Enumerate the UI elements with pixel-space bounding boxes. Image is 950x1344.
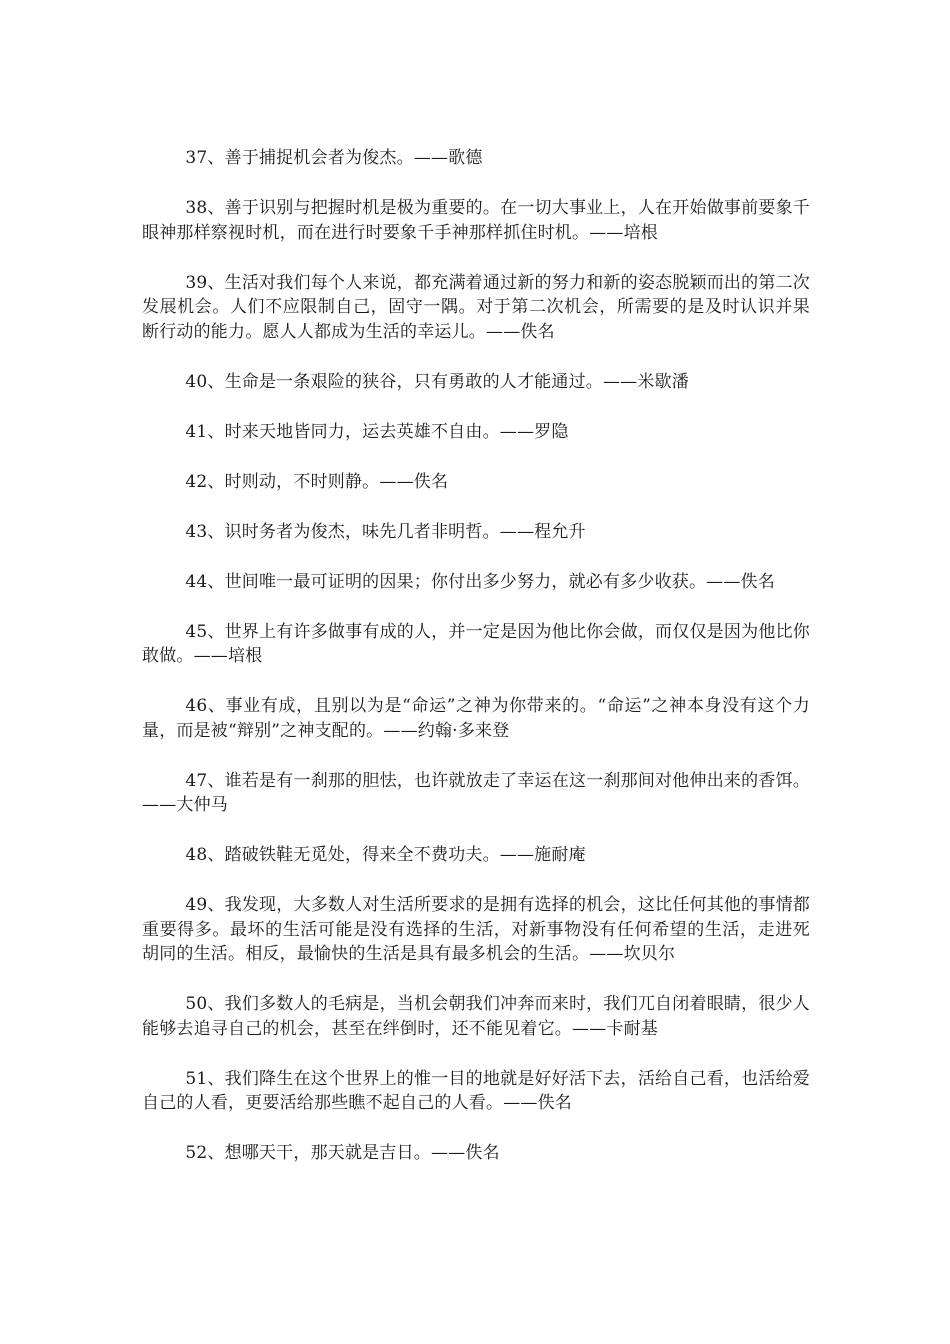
quote-paragraph: 52、想哪天干，那天就是吉日。——佚名: [185, 1143, 500, 1163]
quote-paragraph: 40、生命是一条艰险的狭谷，只有勇敢的人才能通过。——米歇潘: [185, 371, 689, 392]
quote-paragraph: 48、踏破铁鞋无觅处，得来全不费功夫。——施耐庵: [185, 845, 586, 865]
quote-paragraph: 43、识时务者为俊杰，味先几者非明哲。——程允升: [185, 521, 586, 542]
quote-paragraph: 50、我们多数人的毛病是，当机会朝我们冲奔而来时，我们兀自闭着眼睛，很少人能够去追寻自己的机会，甚至在绊倒时，还不能见着它。——卡耐基: [142, 994, 810, 1039]
quote-paragraph: 39、生活对我们每个人来说，都充满着通过新的努力和新的姿态脱颖而出的第二次发展机会。人们不应限制自己，固守一隅。对于第二次机会，所需要的是及时认识并果断行动的能力。愿人人都成为生活的幸运儿。——佚名: [142, 272, 810, 342]
quote-list: [142, 146, 810, 1191]
quote-paragraph: 38、善于识别与把握时机是极为重要的。在一切大事业上，人在开始做事前要象千眼神那样察视时机，而在进行时要象千手神那样抓住时机。——培根: [142, 198, 810, 243]
quote-paragraph: 47、谁若是有一刹那的胆怯，也许就放走了幸运在这一刹那间对他伸出来的香饵。——大仲马: [142, 770, 810, 815]
quote-paragraph: 51、我们降生在这个世界上的惟一目的地就是好好活下去，活给自己看，也活给爱自己的人看，更要活给那些瞧不起自己的人看。——佚名: [142, 1068, 810, 1113]
quote-paragraph: 44、世间唯一最可证明的因果；你付出多少努力，就必有多少收获。——佚名: [185, 571, 775, 592]
quote-paragraph: 41、时来天地皆同力，运去英雄不自由。——罗隐: [185, 421, 569, 442]
quote-paragraph: 49、我发现，大多数人对生活所要求的是拥有选择的机会，这比任何其他的事情都重要得多。最坏的生活可能是没有选择的生活，对新事物没有任何希望的生活，走进死胡同的生活。相反，最愉快的生活是具有最多机会的生活。——坎贝尔: [142, 895, 810, 964]
quote-paragraph: 46、事业有成，且别以为是“命运”之神为你带来的。“命运”之神本身没有这个力量，而是被“辩别”之神支配的。——约翰·多来登: [142, 696, 810, 741]
quote-paragraph: 45、世界上有许多做事有成的人，并一定是因为他比你会做，而仅仅是因为他比你敢做。——培根: [142, 621, 810, 666]
quote-paragraph: 37、善于捕捉机会者为俊杰。——歌德: [185, 148, 483, 168]
quote-paragraph: 42、时则动，不时则静。——佚名: [185, 471, 449, 492]
